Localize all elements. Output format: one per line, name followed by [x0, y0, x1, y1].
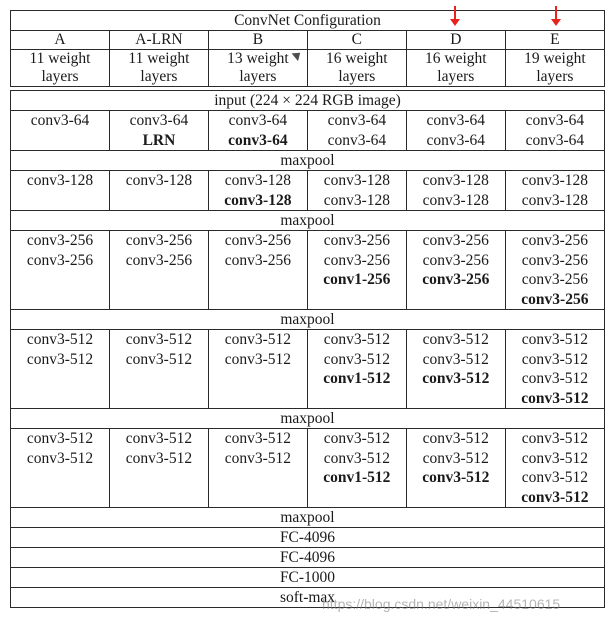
- config-name-a-lrn: A-LRN: [109, 31, 208, 50]
- added-layer-label: conv1-512: [323, 469, 391, 486]
- layer-label: conv3-512: [323, 449, 390, 467]
- layer-label: [310, 468, 404, 488]
- layer-label: conv3-64: [327, 112, 387, 129]
- config-depth-e: [505, 50, 604, 87]
- layer-label: conv3-64: [228, 112, 288, 129]
- layer-label: conv3-512: [125, 331, 193, 348]
- added-layer-label: conv3-256: [521, 290, 589, 308]
- layer-label: [112, 131, 206, 151]
- layer-cell: [109, 429, 208, 508]
- config-name-d: D: [406, 31, 505, 50]
- layer-cell: [505, 330, 604, 409]
- config-depth-a-lrn: [109, 50, 208, 87]
- layer-label: conv3-512: [26, 430, 94, 447]
- depth-line: 16 weight: [326, 50, 388, 67]
- config-name-c: C: [307, 31, 406, 50]
- layer-label: conv3-512: [422, 331, 489, 348]
- watermark: https://blog.csdn.net/weixin_44510615: [322, 596, 561, 612]
- layer-label: conv3-512: [125, 430, 193, 447]
- layer-cell: [208, 111, 307, 151]
- tail-layer-row: FC-1000: [11, 568, 605, 588]
- layer-cell: [406, 429, 505, 508]
- added-layer-label: conv3-512: [521, 389, 589, 407]
- layer-label: conv3-256: [521, 232, 589, 249]
- layer-cell: [505, 111, 604, 151]
- layer-label: conv3-512: [224, 350, 292, 368]
- maxpool-row: maxpool: [11, 310, 605, 330]
- layer-cell: [406, 330, 505, 409]
- layer-label: conv3-256: [224, 251, 292, 269]
- layer-cell: [109, 231, 208, 310]
- layer-label: conv3-256: [422, 232, 489, 249]
- layer-cell: [11, 330, 110, 409]
- layer-label: conv3-256: [26, 232, 94, 249]
- layer-label: conv3-512: [26, 331, 94, 348]
- layer-cell: [505, 429, 604, 508]
- config-depth-d: [406, 50, 505, 87]
- layer-label: [409, 369, 503, 389]
- layer-cell: [307, 429, 406, 508]
- tail-layer-row: FC-4096: [11, 528, 605, 548]
- tail-layer-row: maxpool: [11, 508, 605, 528]
- layer-label: conv3-256: [224, 232, 292, 249]
- layer-label: conv3-128: [323, 191, 390, 209]
- depth-line: 16 weight: [425, 50, 487, 67]
- layer-label: conv3-512: [323, 430, 390, 447]
- layer-label: conv3-256: [521, 251, 589, 269]
- layer-label: conv3-512: [224, 430, 292, 447]
- layer-label: conv3-128: [26, 172, 94, 189]
- config-name-b: B: [208, 31, 307, 50]
- depth-line: layers: [41, 68, 79, 85]
- layer-label: [508, 290, 602, 310]
- layer-label: conv3-128: [125, 172, 193, 189]
- added-layer-label: LRN: [142, 131, 176, 149]
- layer-cell: [307, 330, 406, 409]
- layer-label: conv3-256: [323, 232, 390, 249]
- layer-label: conv3-512: [224, 331, 292, 348]
- layer-cell: [505, 231, 604, 310]
- layer-label: conv3-512: [224, 449, 292, 467]
- depth-line: layers: [437, 68, 475, 85]
- tail-layer-row: soft-max: [11, 588, 605, 608]
- conv-block-3: [11, 231, 605, 310]
- added-layer-label: conv3-128: [224, 191, 292, 209]
- layer-cell: [406, 111, 505, 151]
- layer-cell: [208, 171, 307, 211]
- added-layer-label: conv1-512: [323, 370, 391, 387]
- layer-label: conv3-512: [521, 469, 589, 486]
- layer-label: [508, 389, 602, 409]
- conv-block-4: [11, 330, 605, 409]
- input-row: input (224 × 224 RGB image): [11, 91, 605, 111]
- conv-block-1: [11, 111, 605, 151]
- layer-cell: [11, 171, 110, 211]
- layer-label: conv3-128: [224, 172, 292, 189]
- layer-cell: [208, 231, 307, 310]
- added-layer-label: conv3-256: [422, 271, 490, 288]
- layer-label: [409, 270, 503, 290]
- depth-line: layers: [239, 68, 277, 85]
- table-title: ConvNet Configuration: [11, 11, 605, 31]
- added-layer-label: conv3-512: [422, 370, 490, 387]
- red-arrow-e: [555, 6, 557, 20]
- depth-line: 19 weight: [524, 50, 586, 67]
- added-layer-label: conv3-512: [521, 488, 589, 506]
- layer-label: conv3-256: [125, 232, 193, 249]
- conv-block-2: [11, 171, 605, 211]
- config-depth-c: [307, 50, 406, 87]
- layer-label: conv3-256: [521, 271, 589, 288]
- layer-label: conv3-512: [26, 350, 94, 368]
- layer-label: [409, 468, 503, 488]
- layer-label: conv3-512: [422, 430, 489, 447]
- config-name-e: E: [505, 31, 604, 50]
- config-depth-a: [11, 50, 110, 87]
- conv-block-5: [11, 429, 605, 508]
- layer-cell: [11, 231, 110, 310]
- layer-label: conv3-512: [26, 449, 94, 467]
- tail-layer-row: FC-4096: [11, 548, 605, 568]
- layer-label: [508, 488, 602, 508]
- layer-cell: [11, 111, 110, 151]
- layer-label: conv3-512: [125, 449, 193, 467]
- layer-label: conv3-512: [323, 350, 390, 368]
- depth-line: 11 weight: [128, 50, 190, 67]
- depth-line: layers: [338, 68, 376, 85]
- layer-cell: [208, 429, 307, 508]
- layer-label: conv3-256: [422, 251, 489, 269]
- layer-label: [211, 191, 305, 211]
- added-layer-label: conv1-256: [323, 271, 391, 288]
- layer-label: conv3-256: [26, 251, 94, 269]
- added-layer-label: conv3-64: [228, 131, 288, 149]
- depth-line: layers: [536, 68, 574, 85]
- added-layer-label: conv3-512: [422, 469, 490, 486]
- layer-label: conv3-64: [30, 112, 90, 129]
- layer-label: conv3-512: [323, 331, 390, 348]
- red-arrow-d: [454, 6, 456, 20]
- layer-label: [310, 270, 404, 290]
- layer-cell: [208, 330, 307, 409]
- layer-label: conv3-256: [323, 251, 390, 269]
- layer-cell: [505, 171, 604, 211]
- layer-label: conv3-512: [422, 449, 489, 467]
- maxpool-row: maxpool: [11, 151, 605, 171]
- layer-cell: [307, 111, 406, 151]
- layer-cell: [109, 171, 208, 211]
- layer-label: conv3-64: [426, 112, 486, 129]
- layer-cell: [109, 111, 208, 151]
- layer-label: [211, 131, 305, 151]
- depth-line: 13 weight: [227, 50, 289, 67]
- convnet-configuration-table: [10, 10, 605, 608]
- layer-cell: [307, 231, 406, 310]
- layer-cell: [406, 231, 505, 310]
- layer-label: conv3-64: [525, 112, 585, 129]
- layer-label: conv3-256: [125, 251, 193, 269]
- layer-label: conv3-512: [521, 430, 589, 447]
- layer-label: conv3-128: [521, 191, 589, 209]
- layer-label: conv3-128: [422, 172, 489, 189]
- depth-line: layers: [140, 68, 178, 85]
- layer-label: conv3-512: [521, 331, 589, 348]
- layer-label: conv3-512: [521, 350, 589, 368]
- layer-label: conv3-64: [525, 131, 585, 149]
- layer-cell: [406, 171, 505, 211]
- layer-label: conv3-64: [129, 112, 189, 129]
- layer-label: conv3-128: [521, 172, 589, 189]
- layer-label: conv3-64: [426, 131, 486, 149]
- layer-cell: [307, 171, 406, 211]
- layer-label: conv3-512: [422, 350, 489, 368]
- layer-label: conv3-512: [125, 350, 193, 368]
- layer-label: conv3-128: [323, 172, 390, 189]
- layer-cell: [11, 429, 110, 508]
- layer-label: conv3-64: [327, 131, 387, 149]
- depth-line: 11 weight: [29, 50, 91, 67]
- layer-label: conv3-128: [422, 191, 489, 209]
- layer-label: conv3-512: [521, 449, 589, 467]
- layer-label: conv3-512: [521, 370, 589, 387]
- layer-cell: [109, 330, 208, 409]
- config-name-a: A: [11, 31, 110, 50]
- maxpool-row: maxpool: [11, 211, 605, 231]
- layer-label: [310, 369, 404, 389]
- maxpool-row: maxpool: [11, 409, 605, 429]
